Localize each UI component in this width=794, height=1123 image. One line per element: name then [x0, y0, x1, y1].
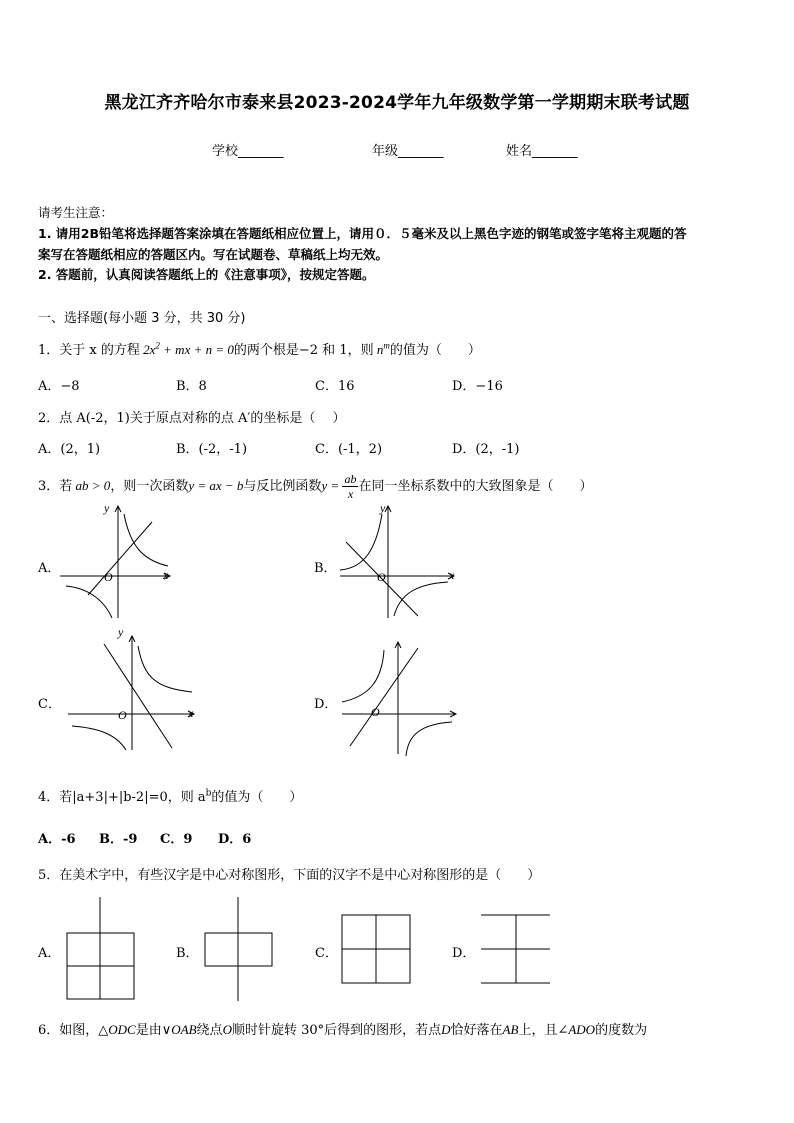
q3-b-origin: O [377, 570, 386, 584]
q3-fraction: $\frac{ab}{x}$ [344, 472, 357, 501]
question-5: 5．在美术字中，有些汉字是中心对称图形，下面的汉字不是中心对称图形的是（ ） [38, 868, 541, 883]
q6-d: 恰好落在 [450, 1023, 503, 1038]
q1-equation: $2x^2$ + mx + n = 0 [139, 340, 234, 357]
school-field: 学校_______ [212, 144, 284, 159]
q6-triangle-oab: ∨OAB [161, 1022, 197, 1037]
question-6 [38, 1019, 647, 1038]
q5-option-d[interactable]: D． [452, 946, 476, 961]
q1-stem-pre: 1．关于 x 的方程 [38, 343, 140, 358]
q3-option-c[interactable]: C． [38, 697, 61, 712]
page-title: 黑龙江齐齐哈尔市泰来县2023-2024学年九年级数学第一学期期末联考试题 [104, 93, 690, 113]
q6-a: 是由 [135, 1023, 162, 1038]
q3-stem-pre: 3．若 [38, 479, 73, 494]
q6-c: 顺时针旋转 30°后得到的图形，若点 [231, 1023, 442, 1038]
q2-option-c[interactable]: C．(-1，2) [315, 442, 383, 457]
notice-line-3: 2. 答题前，认真阅读答题纸上的《注意事项》，按规定答题。 [38, 267, 375, 282]
q4-exponent: b [205, 788, 212, 799]
q3-stem-mid2: 与反比例函数 [243, 479, 322, 494]
q3-stem-post: 在同一坐标系数中的大致图象是（ ） [358, 479, 593, 494]
q3-linear: y = ax − b [188, 478, 244, 493]
q3-graph-c [68, 630, 198, 752]
q2-option-b[interactable]: B．(-2，-1) [176, 442, 248, 457]
q4-stem-post: 的值为（ ） [211, 790, 303, 805]
q3-graph-d [342, 640, 462, 758]
q5-figure-b [198, 895, 278, 1005]
q6-point-d: D [441, 1022, 451, 1037]
q3-stem-mid1: ，则一次函数 [110, 479, 189, 494]
q3-condition: ab > 0 [72, 478, 111, 493]
q1-option-a[interactable]: A．−8 [38, 379, 80, 394]
q6-triangle-odc: △ODC [98, 1022, 136, 1037]
q3-c-x-label: x [188, 706, 194, 720]
q5-figure-c [338, 910, 418, 990]
q6-segment-ab: AB [502, 1022, 519, 1037]
q6-angle-ado: ∠ADO [557, 1022, 596, 1037]
q6-pre: 6．如图， [38, 1023, 99, 1038]
q6-b: 绕点 [196, 1023, 223, 1038]
q3-a-y-label: y [104, 501, 110, 515]
notice-line-1: 1. 请用2B铅笔将选择题答案涂填在答题纸相应位置上，请用０．５毫米及以上黑色字迹的钢笔或签字笔将主观题的答 [38, 226, 687, 241]
q2-option-d[interactable]: D．(2，-1) [452, 442, 520, 457]
q3-option-d[interactable]: D． [314, 697, 338, 712]
q3-a-origin: O [104, 570, 113, 584]
question-3 [38, 472, 593, 501]
q3-graph-a [60, 500, 180, 620]
notice-heading: 请考生注意： [38, 205, 114, 220]
q6-point-o: O [222, 1022, 232, 1037]
q1-option-c[interactable]: C．16 [315, 379, 355, 394]
q1-stem-post: 的值为（ ） [389, 343, 481, 358]
question-2: 2．点 A(-2，1)关于原点对称的点 A′的坐标是（ ） [38, 411, 346, 426]
grade-field: 年级_______ [372, 144, 444, 159]
notice-line-2: 案写在答题纸相应的答题区内。写在试题卷、草稿纸上均无效。 [38, 247, 389, 262]
q1-expression: $n^m$ [373, 340, 390, 357]
question-4 [38, 786, 302, 805]
section-heading: 一、选择题(每小题 3 分，共 30 分) [38, 311, 246, 326]
q1-stem-mid: 的两个根是−2 和 1，则 [233, 343, 374, 358]
q5-option-b[interactable]: B． [176, 946, 199, 961]
q4-option-c[interactable]: C．9 [160, 832, 193, 847]
q3-inverse: y = [321, 478, 343, 493]
q3-c-y-label: y [118, 625, 124, 639]
q2-option-a[interactable]: A．(2，1) [38, 442, 101, 457]
q5-figure-d [476, 910, 556, 990]
q1-option-d[interactable]: D．−16 [452, 379, 503, 394]
name-field: 姓名_______ [506, 144, 578, 159]
q6-e: 上，且 [518, 1023, 558, 1038]
q4-option-d[interactable]: D．6 [218, 832, 252, 847]
q3-b-y-label: y [380, 501, 386, 515]
q4-stem: 4．若|a+3|+|b-2|=0，则 a [38, 790, 206, 805]
q4-option-a[interactable]: A．-6 [38, 832, 76, 847]
question-1 [38, 339, 481, 358]
q3-graph-b [340, 500, 460, 620]
q5-figure-a [60, 895, 140, 1005]
q3-c-origin: O [118, 708, 127, 722]
q5-option-c[interactable]: C． [315, 946, 338, 961]
q3-d-origin: O [371, 705, 380, 719]
q6-f: 的度数为 [595, 1023, 648, 1038]
q4-option-b[interactable]: B．-9 [99, 832, 138, 847]
q3-a-x-label: x [163, 568, 169, 582]
q3-b-x-label: x [449, 568, 455, 582]
q1-option-b[interactable]: B．8 [176, 379, 207, 394]
q3-option-a[interactable]: A． [38, 561, 61, 576]
q5-option-a[interactable]: A． [38, 946, 61, 961]
q3-option-b[interactable]: B． [314, 561, 337, 576]
